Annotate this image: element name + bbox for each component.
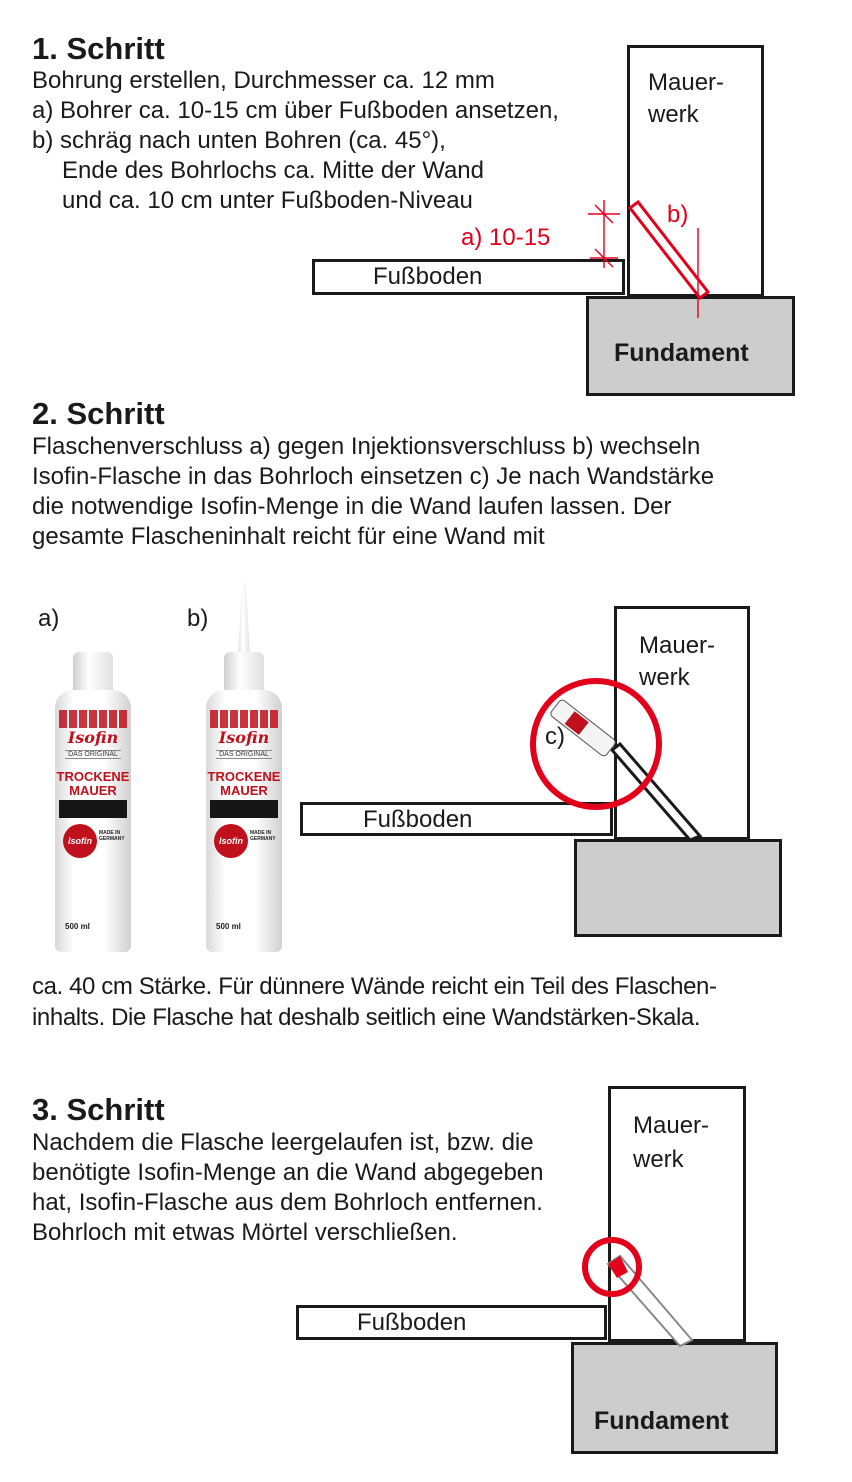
step1-line-4: Ende des Bohrlochs ca. Mitte der Wand [62,157,484,184]
step1-wall-label-2: werk [648,101,699,128]
step2-line-3: die notwendige Isofin-Menge in die Wand laufen lassen. Der [32,493,672,520]
step2-line-1: Flaschenverschluss a) gegen Injektionsverschluss b) wechseln [32,433,701,460]
step2-label-a: a) [38,605,60,632]
step3-line-1: Nachdem die Flasche leergelaufen ist, bzw. die [32,1129,534,1156]
bottle-volume: 500 ml [216,922,241,931]
step3-line-3: hat, Isofin-Flasche aus dem Bohrloch entfernen. [32,1189,543,1216]
bottle-brand: Isofin [218,728,270,747]
bottle-product-2: MAUER [220,783,268,798]
step3-title: 3. Schritt [32,1092,165,1127]
step1-line-3: b) schräg nach unten Bohren (ca. 45°), [32,127,446,154]
step1-floor-label: Fußboden [373,263,483,290]
step3-line-2: benötigte Isofin-Menge an die Wand abgegeben [32,1159,544,1186]
step1-dim-b-label: b) [667,201,689,228]
step1-line-1: Bohrung erstellen, Durchmesser ca. 12 mm [32,67,495,94]
step3-wall-label-2: werk [633,1146,684,1173]
step1-line-5: und ca. 10 cm unter Fußboden-Niveau [62,187,473,214]
step1-title: 1. Schritt [32,31,165,66]
bottle-product-1: TROCKENE [56,769,130,784]
step3-foundation-label: Fundament [594,1407,729,1435]
step3-line-4: Bohrloch mit etwas Mörtel verschließen. [32,1219,458,1246]
step2-title: 2. Schritt [32,396,165,431]
bottle-volume: 500 ml [65,922,90,931]
step2-line-2: Isofin-Flasche in das Bohrloch einsetzen c) Je nach Wandstärke [32,463,715,490]
step3-wall-label-1: Mauer- [633,1112,710,1139]
step3-drill-hole [608,1256,692,1346]
step2-line-4: gesamte Flascheninhalt reicht für eine Wand mit [32,523,545,550]
bottle-product-2: MAUER [69,783,117,798]
step2-wall-label-2: werk [639,664,690,691]
step1-wall-label-1: Mauer- [648,69,725,96]
step2-wall-label-1: Mauer- [639,632,716,659]
bottle-made-in: MADE IN GERMANY [250,830,276,842]
step1-line-2: a) Bohrer ca. 10-15 cm über Fußboden ansetzen, [32,97,559,124]
step2-label-c: c) [545,723,565,750]
bottle-original: DAS ORIGINAL [216,750,272,759]
step2-floor-label: Fußboden [363,806,473,833]
bottle-seal: Isofin [63,824,97,858]
bottle-brand: Isofin [67,728,119,747]
bottle-made-in: MADE IN GERMANY [99,830,125,842]
step2-after-line-1: ca. 40 cm Stärke. Für dünnere Wände reicht ein Teil des Flaschen- [32,973,717,1000]
step2-after-line-2: inhalts. Die Flasche hat deshalb seitlich eine Wandstärken-Skala. [32,1004,701,1031]
step1-dim-a-label: a) 10-15 [461,224,551,251]
bottle-seal: Isofin [214,824,248,858]
step3-floor-label: Fußboden [357,1309,467,1336]
bottle-original: DAS ORIGINAL [65,750,121,759]
step2-label-b: b) [187,605,209,632]
bottle-product-1: TROCKENE [207,769,281,784]
step1-foundation-label: Fundament [614,339,749,367]
